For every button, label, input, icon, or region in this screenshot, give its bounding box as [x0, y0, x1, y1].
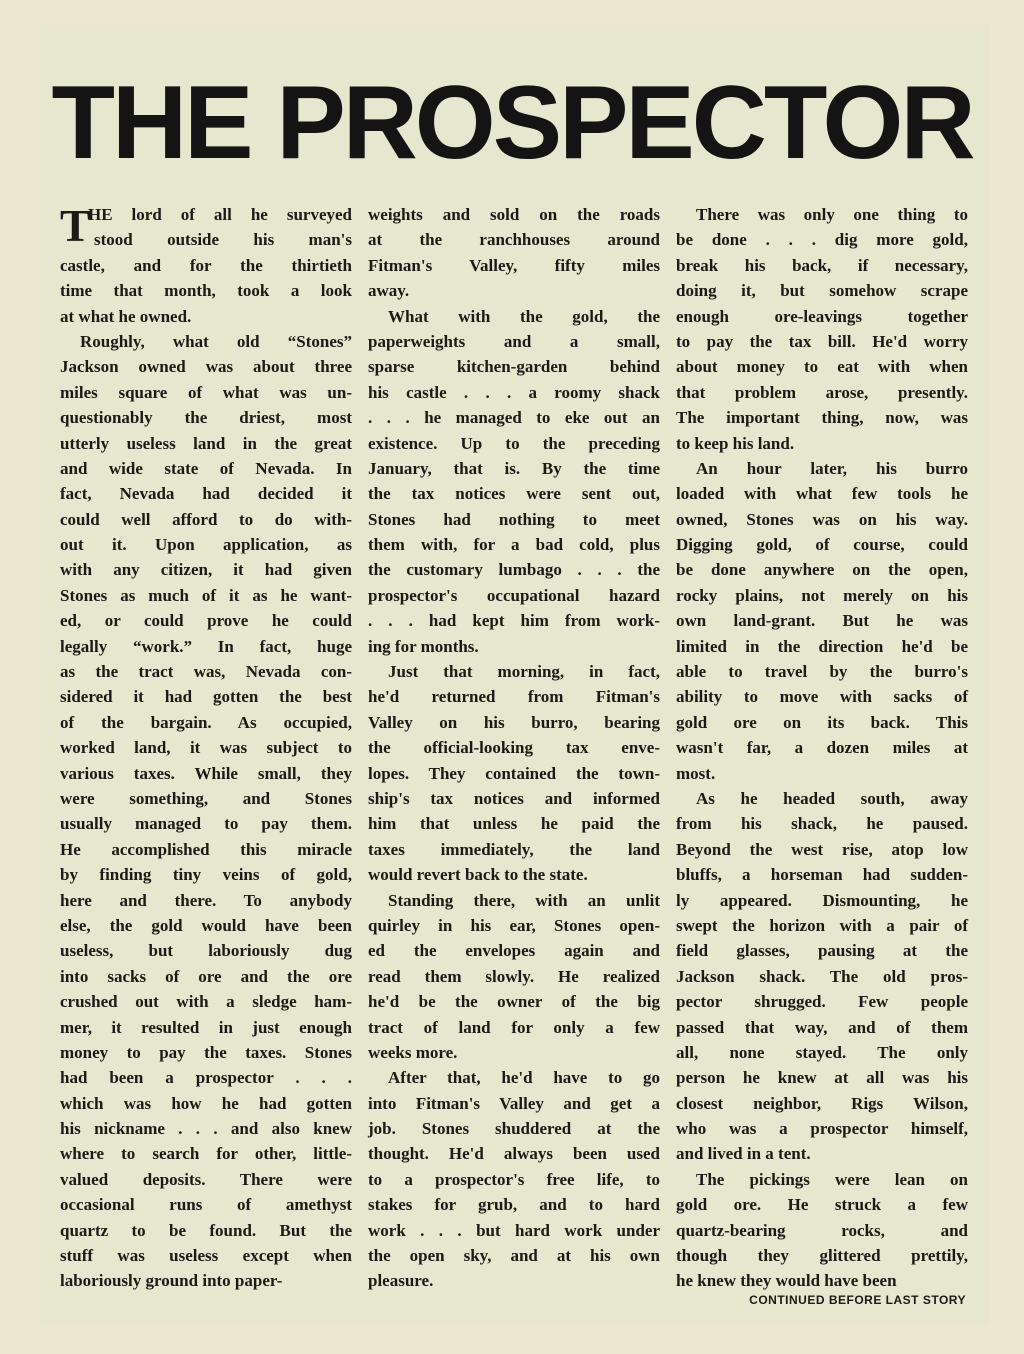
text-line: to keep his land.	[676, 433, 795, 453]
text-line: ship's tax notices and informed	[368, 788, 660, 808]
text-line: rocky plains, not merely on his	[676, 585, 968, 605]
text-line: quartz-bearing rocks, and	[676, 1220, 968, 1240]
text-line: lopes. They contained the town-	[368, 763, 660, 783]
text-line: Jackson shack. The old pros-	[676, 966, 968, 986]
text-line: He accomplished this miracle	[60, 839, 352, 859]
text-line: the tax notices were sent out,	[368, 484, 660, 504]
text-line: weeks more.	[368, 1042, 458, 1062]
text-line: person he knew at all was his	[676, 1068, 968, 1088]
text-line: existence. Up to the preceding	[368, 433, 660, 453]
text-line: could well afford to do with-	[60, 509, 352, 529]
text-line: As he headed south, away	[696, 788, 968, 808]
text-line: usually managed to pay them.	[60, 814, 352, 834]
text-line: wasn't far, a dozen miles at	[676, 738, 968, 758]
text-line: mer, it resulted in just enough	[60, 1017, 352, 1037]
text-line: limited in the direction he'd be	[676, 636, 968, 656]
text-line: Stones as much of it as he want-	[60, 585, 352, 605]
text-line: them with, for a bad cold, plus	[368, 535, 660, 555]
text-line: and lived in a tent.	[676, 1144, 811, 1164]
text-line: enough ore-leavings together	[676, 306, 968, 326]
text-line: . . . he managed to eke out an	[368, 408, 660, 428]
text-line: own land-grant. But he was	[676, 611, 968, 631]
text-line: doing it, but somehow scrape	[676, 281, 968, 301]
text-column-3	[676, 202, 968, 1294]
text-line: he knew they would have been	[676, 1271, 897, 1291]
text-line: where to search for other, little-	[60, 1144, 352, 1164]
text-line: able to travel by the burro's	[676, 662, 968, 682]
text-line: Roughly, what old “Stones”	[80, 331, 352, 351]
text-line: crushed out with a sledge ham-	[60, 992, 352, 1012]
text-line: Jackson owned was about three	[60, 357, 352, 377]
text-line: the official-looking tax enve-	[368, 738, 660, 758]
text-line: sidered it had gotten the best	[60, 687, 352, 707]
text-line: valued deposits. There were	[60, 1169, 352, 1189]
text-line: paperweights and a small,	[368, 331, 660, 351]
text-line: about money to eat with when	[676, 357, 968, 377]
text-line: passed that way, and of them	[676, 1017, 968, 1037]
text-line: thought. He'd always been used	[368, 1144, 660, 1164]
text-line: various taxes. While small, they	[60, 763, 352, 783]
text-line: he'd be the owner of the big	[368, 992, 660, 1012]
text-line: job. Stones shuddered at the	[368, 1119, 660, 1139]
text-line: read them slowly. He realized	[368, 966, 660, 986]
story-title: THE PROSPECTOR	[51, 65, 973, 181]
text-line: stuff was useless except when	[60, 1246, 352, 1266]
text-line: tract of land for only a few	[368, 1017, 660, 1037]
text-line: were something, and Stones	[60, 788, 352, 808]
text-line: all, none stayed. The only	[676, 1042, 968, 1062]
text-line: swept the horizon with a pair of	[676, 915, 968, 935]
text-line: which was how he had gotten	[60, 1093, 352, 1113]
text-line: Just that morning, in fact,	[388, 662, 660, 682]
text-line: HE lord of all he surveyed	[88, 205, 352, 224]
text-line: though they glittered prettily,	[676, 1246, 968, 1266]
drop-cap: T	[60, 200, 91, 251]
text-line: An hour later, his burro	[696, 458, 968, 478]
text-line: owned, Stones was on his way.	[676, 509, 968, 529]
text-line: bluffs, a horseman had sudden-	[676, 865, 968, 885]
text-line: useless, but laboriously dug	[60, 941, 352, 961]
text-line: . . . had kept him from work-	[368, 611, 660, 631]
text-line: into Fitman's Valley and get a	[368, 1093, 660, 1113]
text-line: had been a prospector . . .	[60, 1068, 352, 1088]
text-line: What with the gold, the	[388, 306, 660, 326]
text-line: Digging gold, of course, could	[676, 535, 968, 555]
text-column-1	[60, 202, 352, 1294]
text-line: away.	[368, 281, 410, 301]
text-line: most.	[676, 763, 716, 783]
text-line: of the bargain. As occupied,	[60, 712, 352, 732]
text-line: from his shack, he paused.	[676, 814, 968, 834]
text-line: ability to move with sacks of	[676, 687, 968, 707]
text-line: questionably the driest, most	[60, 408, 352, 428]
text-line: at what he owned.	[60, 306, 192, 326]
text-line: time that month, took a look	[60, 281, 352, 301]
text-line: the customary lumbago . . . the	[368, 560, 660, 580]
text-line: field glasses, pausing at the	[676, 941, 968, 961]
text-line: Beyond the west rise, atop low	[676, 839, 968, 859]
text-line: ed the envelopes again and	[368, 941, 660, 961]
text-line: as the tract was, Nevada con-	[60, 662, 352, 682]
text-line: Stones had nothing to meet	[368, 509, 660, 529]
text-line: There was only one thing to	[696, 205, 968, 224]
text-line: Fitman's Valley, fifty miles	[368, 255, 660, 275]
text-line: ing for months.	[368, 636, 479, 656]
text-line: his castle . . . a roomy shack	[368, 382, 660, 402]
text-line: else, the gold would have been	[60, 915, 352, 935]
text-line: prospector's occupational hazard	[368, 585, 660, 605]
text-line: gold ore on its back. This	[676, 712, 968, 732]
text-line: fact, Nevada had decided it	[60, 484, 352, 504]
text-line: he'd returned from Fitman's	[368, 687, 660, 707]
text-line: work . . . but hard work under	[368, 1220, 660, 1240]
text-line: stakes for grub, and to hard	[368, 1195, 660, 1215]
text-line: The pickings were lean on	[696, 1169, 968, 1189]
text-line: weights and sold on the roads	[368, 205, 660, 224]
text-line: out it. Upon application, as	[60, 535, 352, 555]
text-line: his nickname . . . and also knew	[60, 1119, 352, 1139]
text-line: break his back, if necessary,	[676, 255, 968, 275]
text-line: closest neighbor, Rigs Wilson,	[676, 1093, 968, 1113]
text-line: quirley in his ear, Stones open-	[368, 915, 660, 935]
text-line: be done . . . dig more gold,	[676, 230, 968, 250]
text-line: with any citizen, it had given	[60, 560, 352, 580]
text-line: utterly useless land in the great	[60, 433, 352, 453]
text-line: worked land, it was subject to	[60, 738, 352, 758]
text-line: by finding tiny veins of gold,	[60, 865, 352, 885]
text-line: quartz to be found. But the	[60, 1220, 352, 1240]
text-line: and wide state of Nevada. In	[60, 458, 352, 478]
text-line: who was a prospector himself,	[676, 1119, 968, 1139]
text-line: laboriously ground into paper-	[60, 1271, 283, 1291]
continued-note: CONTINUED BEFORE LAST STORY	[749, 1293, 966, 1307]
text-line: to a prospector's free life, to	[368, 1169, 660, 1189]
text-line: After that, he'd have to go	[388, 1068, 660, 1088]
text-line: January, that is. By the time	[368, 458, 660, 478]
text-line: here and there. To anybody	[60, 890, 352, 910]
text-line: at the ranchhouses around	[368, 230, 660, 250]
text-line: occasional runs of amethyst	[60, 1195, 352, 1215]
text-line: Valley on his burro, bearing	[368, 712, 660, 732]
text-line: ly appeared. Dismounting, he	[676, 890, 968, 910]
text-line: the open sky, and at his own	[368, 1246, 660, 1266]
text-line: miles square of what was un-	[60, 382, 352, 402]
text-line: that problem arose, presently.	[676, 382, 968, 402]
text-line: legally “work.” In fact, huge	[60, 636, 352, 656]
text-line: Standing there, with an unlit	[388, 890, 660, 910]
text-line: would revert back to the state.	[368, 865, 588, 885]
text-line: The important thing, now, was	[676, 408, 968, 428]
text-line: to pay the tax bill. He'd worry	[676, 331, 968, 351]
text-line: sparse kitchen-garden behind	[368, 357, 660, 377]
text-line: taxes immediately, the land	[368, 839, 660, 859]
text-line: pleasure.	[368, 1271, 434, 1291]
text-line: pector shrugged. Few people	[676, 992, 968, 1012]
text-line: loaded with what few tools he	[676, 484, 968, 504]
text-line: castle, and for the thirtieth	[60, 255, 352, 275]
text-line: stood outside his man's	[94, 230, 352, 250]
text-line: gold ore. He struck a few	[676, 1195, 968, 1215]
text-line: ed, or could prove he could	[60, 611, 352, 631]
text-line: be done anywhere on the open,	[676, 560, 968, 580]
text-column-2	[368, 202, 660, 1294]
text-line: him that unless he paid the	[368, 814, 660, 834]
text-line: into sacks of ore and the ore	[60, 966, 352, 986]
text-line: money to pay the taxes. Stones	[60, 1042, 352, 1062]
